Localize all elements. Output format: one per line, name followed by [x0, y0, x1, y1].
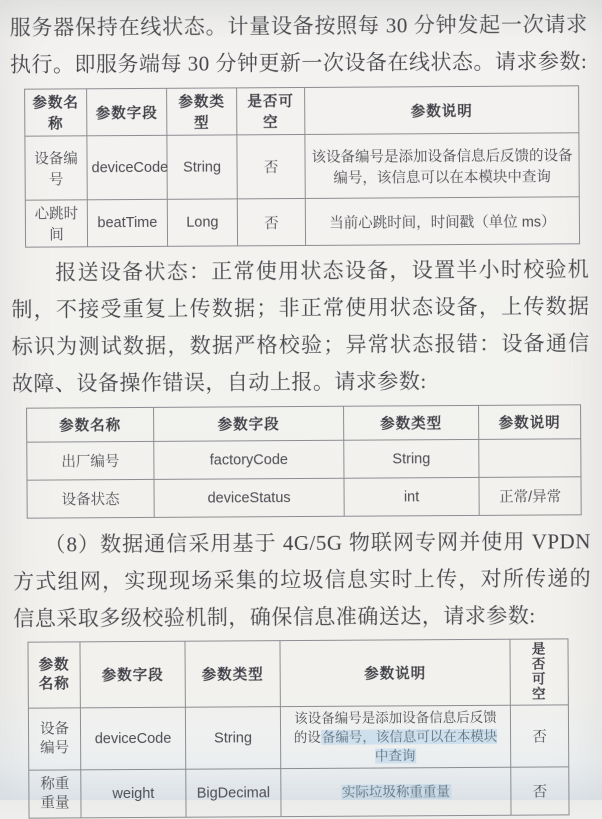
paragraph-heartbeat-intro: 服务器保持在线状态。计量设备按照每 30 分钟发起一次请求执行。即服务端每 30 分钟更新一次设备在线状态。请求参数:	[10, 6, 588, 84]
param-field-cell: weight	[81, 769, 186, 818]
param-name-cell: 设备编号	[25, 136, 87, 200]
table-header-row	[25, 86, 579, 136]
param-type-cell: Long	[167, 199, 237, 246]
column-header: 参数名称	[27, 407, 154, 442]
param-desc-cell	[280, 705, 510, 768]
param-nullable-cell: 否	[510, 705, 568, 767]
column-header: 参数字段	[80, 641, 185, 708]
table-row	[25, 133, 579, 200]
param-nullable-cell: 否	[237, 198, 305, 245]
param-field-cell: deviceCode	[87, 135, 167, 199]
param-desc-cell: 正常/异常	[479, 477, 581, 516]
param-field-cell: factoryCode	[154, 440, 344, 479]
table-header-row	[28, 639, 568, 708]
param-type-cell: int	[344, 477, 479, 516]
param-desc-cell: 该设备编号是添加设备信息后反馈的设备 编号，该信息可以在本模块中查询	[305, 133, 579, 199]
highlighted-text: 实际垃圾称重重量	[341, 784, 451, 800]
param-field-cell: beatTime	[87, 199, 167, 246]
table-header-row	[27, 405, 581, 442]
paragraph-data-communication: （8）数据通信采用基于 4G/5G 物联网专网并使用 VPDN 方式组网，实现现场采集的垃圾信息实时上传，对所传递的信息采取多级校验机制，确保信息准确送达，请求参数:	[13, 523, 592, 638]
param-desc-cell	[479, 439, 581, 478]
param-desc-cell	[281, 767, 511, 816]
param-field-cell: deviceCode	[80, 707, 185, 770]
column-header: 参数类型	[185, 641, 280, 708]
paragraph-device-status: 报送设备状态：正常使用状态设备，设置半小时校验机制，不接受重复上传数据；非正常使用状态设备，上传数据标识为测试数据，数据严格校验；异常状态报错：设备通信故障、设备操作错误，自动上报。请求参数:	[11, 251, 590, 403]
column-header: 参数类型	[167, 88, 237, 135]
table-row	[27, 477, 581, 518]
param-name-cell: 出厂编号	[27, 441, 154, 480]
table-row	[25, 197, 579, 247]
param-table-device-status	[26, 404, 582, 518]
param-nullable-cell: 否	[237, 134, 305, 198]
column-header: 是否可空	[510, 639, 568, 705]
table-row	[27, 439, 581, 480]
table-row	[28, 705, 568, 770]
param-type-cell: String	[167, 135, 237, 199]
desc-text: 该设备编号是添加设备信息后反馈的设	[294, 710, 497, 745]
column-header: 是否可空	[237, 87, 305, 134]
param-name-cell: 称重重量	[29, 770, 81, 818]
param-type-cell: BigDecimal	[186, 769, 281, 818]
param-type-cell: String	[344, 439, 479, 478]
column-header: 参数说明	[305, 86, 579, 135]
column-header: 参数名称	[28, 642, 80, 708]
column-header: 参数说明	[479, 405, 581, 440]
column-header: 参数字段	[87, 88, 167, 135]
column-header: 参数说明	[280, 639, 510, 706]
param-field-cell: deviceStatus	[154, 478, 344, 517]
param-table-upload	[27, 638, 569, 818]
param-nullable-cell: 否	[511, 767, 569, 815]
param-name-cell: 设备编号	[28, 708, 80, 770]
param-desc-cell: 当前心跳时间，时间戳（单位 ms）	[305, 197, 579, 246]
column-header: 参数名称	[25, 89, 87, 136]
param-name-cell: 设备状态	[27, 479, 154, 518]
param-type-cell: String	[185, 707, 280, 770]
param-table-heartbeat	[24, 85, 580, 247]
column-header: 参数类型	[344, 405, 479, 440]
param-name-cell: 心跳时间	[25, 200, 87, 247]
highlighted-text: 备编号，该信息可以在本模块中查询	[321, 729, 498, 764]
table-row	[29, 767, 569, 818]
column-header: 参数字段	[154, 406, 344, 441]
